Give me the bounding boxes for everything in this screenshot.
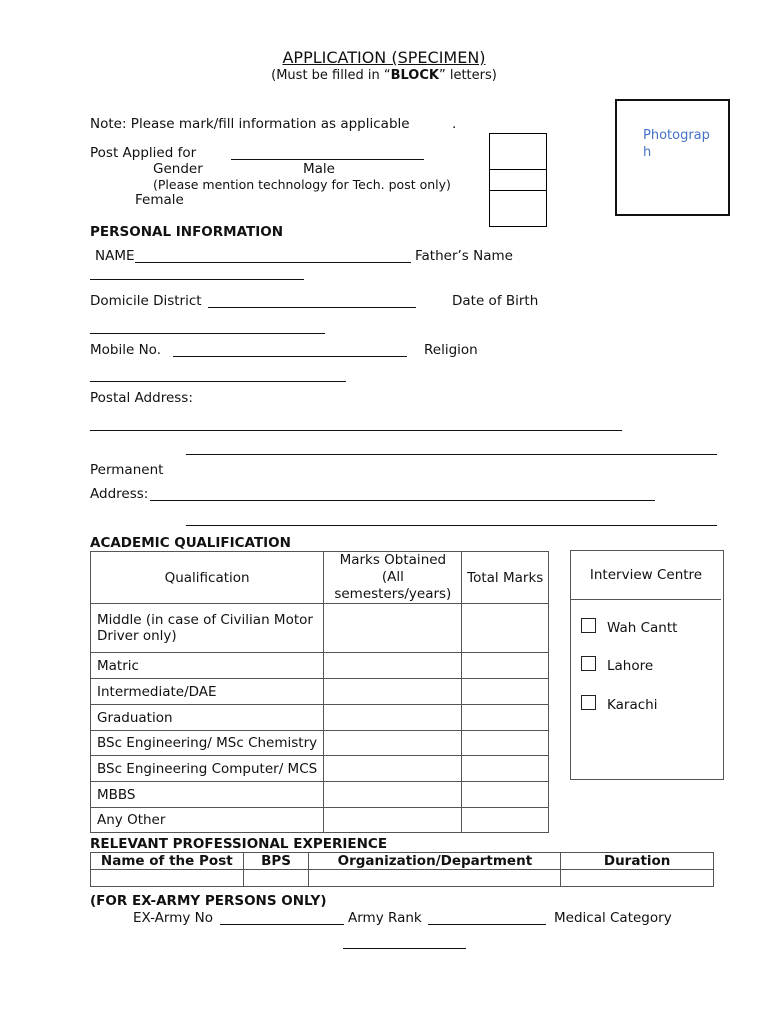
qualification-cell: Graduation [91,705,324,731]
marks-cell[interactable] [324,705,462,731]
col-qualification: Qualification [91,552,324,604]
qualification-cell: Matric [91,653,324,679]
army-heading: (FOR EX-ARMY PERSONS ONLY) [90,893,327,909]
col-total-marks: Total Marks [462,552,549,604]
marks-cell[interactable] [324,679,462,705]
name-label: NAME [95,248,135,264]
table-row [91,705,549,731]
duration-cell[interactable] [561,870,714,887]
qualification-cell: Intermediate/DAE [91,679,324,705]
experience-header-row [91,853,714,870]
wah-cantt-checkbox[interactable] [581,618,596,633]
army-rank-label: Army Rank [348,910,422,926]
fathers-name-field[interactable] [90,279,304,280]
total-cell[interactable] [462,756,549,782]
name-field[interactable] [135,262,411,263]
postal-address-label: Postal Address: [90,390,193,406]
organization-cell[interactable] [309,870,561,887]
page-subtitle [0,68,768,83]
female-label: Female [135,192,184,208]
male-box[interactable] [489,169,547,191]
academic-table [90,551,549,833]
experience-heading: RELEVANT PROFESSIONAL EXPERIENCE [90,836,388,852]
subtitle-bold: BLOCK [390,68,439,83]
religion-label: Religion [424,342,478,358]
total-cell[interactable] [462,731,549,756]
photograph-box[interactable] [615,99,730,216]
col-name-of-post: Name of the Post [91,853,244,870]
mobile-label: Mobile No. [90,342,161,358]
qualification-cell: MBBS [91,782,324,808]
table-row [91,679,549,705]
page-title: APPLICATION (SPECIMEN) [282,48,486,67]
dob-label: Date of Birth [452,293,539,309]
col-duration: Duration [561,853,714,870]
post-cell[interactable] [91,870,244,887]
qualification-cell: Middle (in case of Civilian Motor Driver only) [91,604,324,653]
fathers-name-label: Father’s Name [415,248,513,264]
total-cell[interactable] [462,782,549,808]
domicile-field[interactable] [208,307,416,308]
postal-address-field-2[interactable] [186,454,717,455]
army-rank-field[interactable] [428,924,546,925]
religion-field[interactable] [90,381,346,382]
photograph-label: Photograp h [643,128,710,160]
table-row [91,782,549,808]
total-cell[interactable] [462,653,549,679]
interview-centre-box [570,550,724,780]
bps-cell[interactable] [243,870,309,887]
gender-label: Gender [153,161,203,177]
personal-heading: PERSONAL INFORMATION [90,224,284,240]
total-cell[interactable] [462,604,549,653]
note-dot: . [452,116,457,132]
postal-address-field-1[interactable] [90,430,622,431]
marks-cell[interactable] [324,808,462,833]
experience-table [90,852,714,887]
total-cell[interactable] [462,679,549,705]
academic-heading: ACADEMIC QUALIFICATION [90,535,291,551]
marks-cell[interactable] [324,756,462,782]
army-no-field[interactable] [220,924,344,925]
lahore-label: Lahore [607,658,654,674]
qualification-cell: BSc Engineering/ MSc Chemistry [91,731,324,756]
table-row [91,808,549,833]
lahore-checkbox[interactable] [581,656,596,671]
interview-centre-heading: Interview Centre [571,551,721,600]
total-cell[interactable] [462,808,549,833]
address-label: Address: [90,486,149,502]
male-label: Male [303,161,335,177]
army-no-label: EX-Army No [133,910,214,926]
female-box[interactable] [489,190,547,227]
qualification-cell: BSc Engineering Computer/ MCS [91,756,324,782]
table-row [91,756,549,782]
wah-cantt-label: Wah Cantt [607,620,678,636]
marks-cell[interactable] [324,653,462,679]
note-text: Note: Please mark/fill information as applicable [90,116,410,132]
table-row [91,604,549,653]
post-box[interactable] [489,133,547,170]
karachi-checkbox[interactable] [581,695,596,710]
karachi-label: Karachi [607,697,658,713]
marks-cell[interactable] [324,782,462,808]
marks-cell[interactable] [324,731,462,756]
medical-category-field[interactable] [343,948,466,949]
subtitle-post: ” letters) [438,68,497,83]
dob-field[interactable] [90,333,325,334]
table-row [91,870,714,887]
post-applied-field[interactable] [231,159,424,160]
permanent-address-field-2[interactable] [186,525,717,526]
post-applied-label: Post Applied for [90,145,197,161]
table-row [91,653,549,679]
marks-cell[interactable] [324,604,462,653]
col-organization: Organization/Department [309,853,561,870]
col-bps: BPS [243,853,309,870]
domicile-label: Domicile District [90,293,202,309]
permanent-label: Permanent [90,462,164,478]
mobile-field[interactable] [173,356,407,357]
col-marks-obtained: Marks Obtained (All semesters/years) [324,552,462,604]
post-note: (Please mention technology for Tech. post only) [153,177,451,192]
table-row [91,731,549,756]
academic-header-row [91,552,549,604]
qualification-cell: Any Other [91,808,324,833]
medical-category-label: Medical Category [554,910,672,926]
permanent-address-field-1[interactable] [150,500,655,501]
total-cell[interactable] [462,705,549,731]
subtitle-pre: (Must be filled in “ [271,68,391,83]
